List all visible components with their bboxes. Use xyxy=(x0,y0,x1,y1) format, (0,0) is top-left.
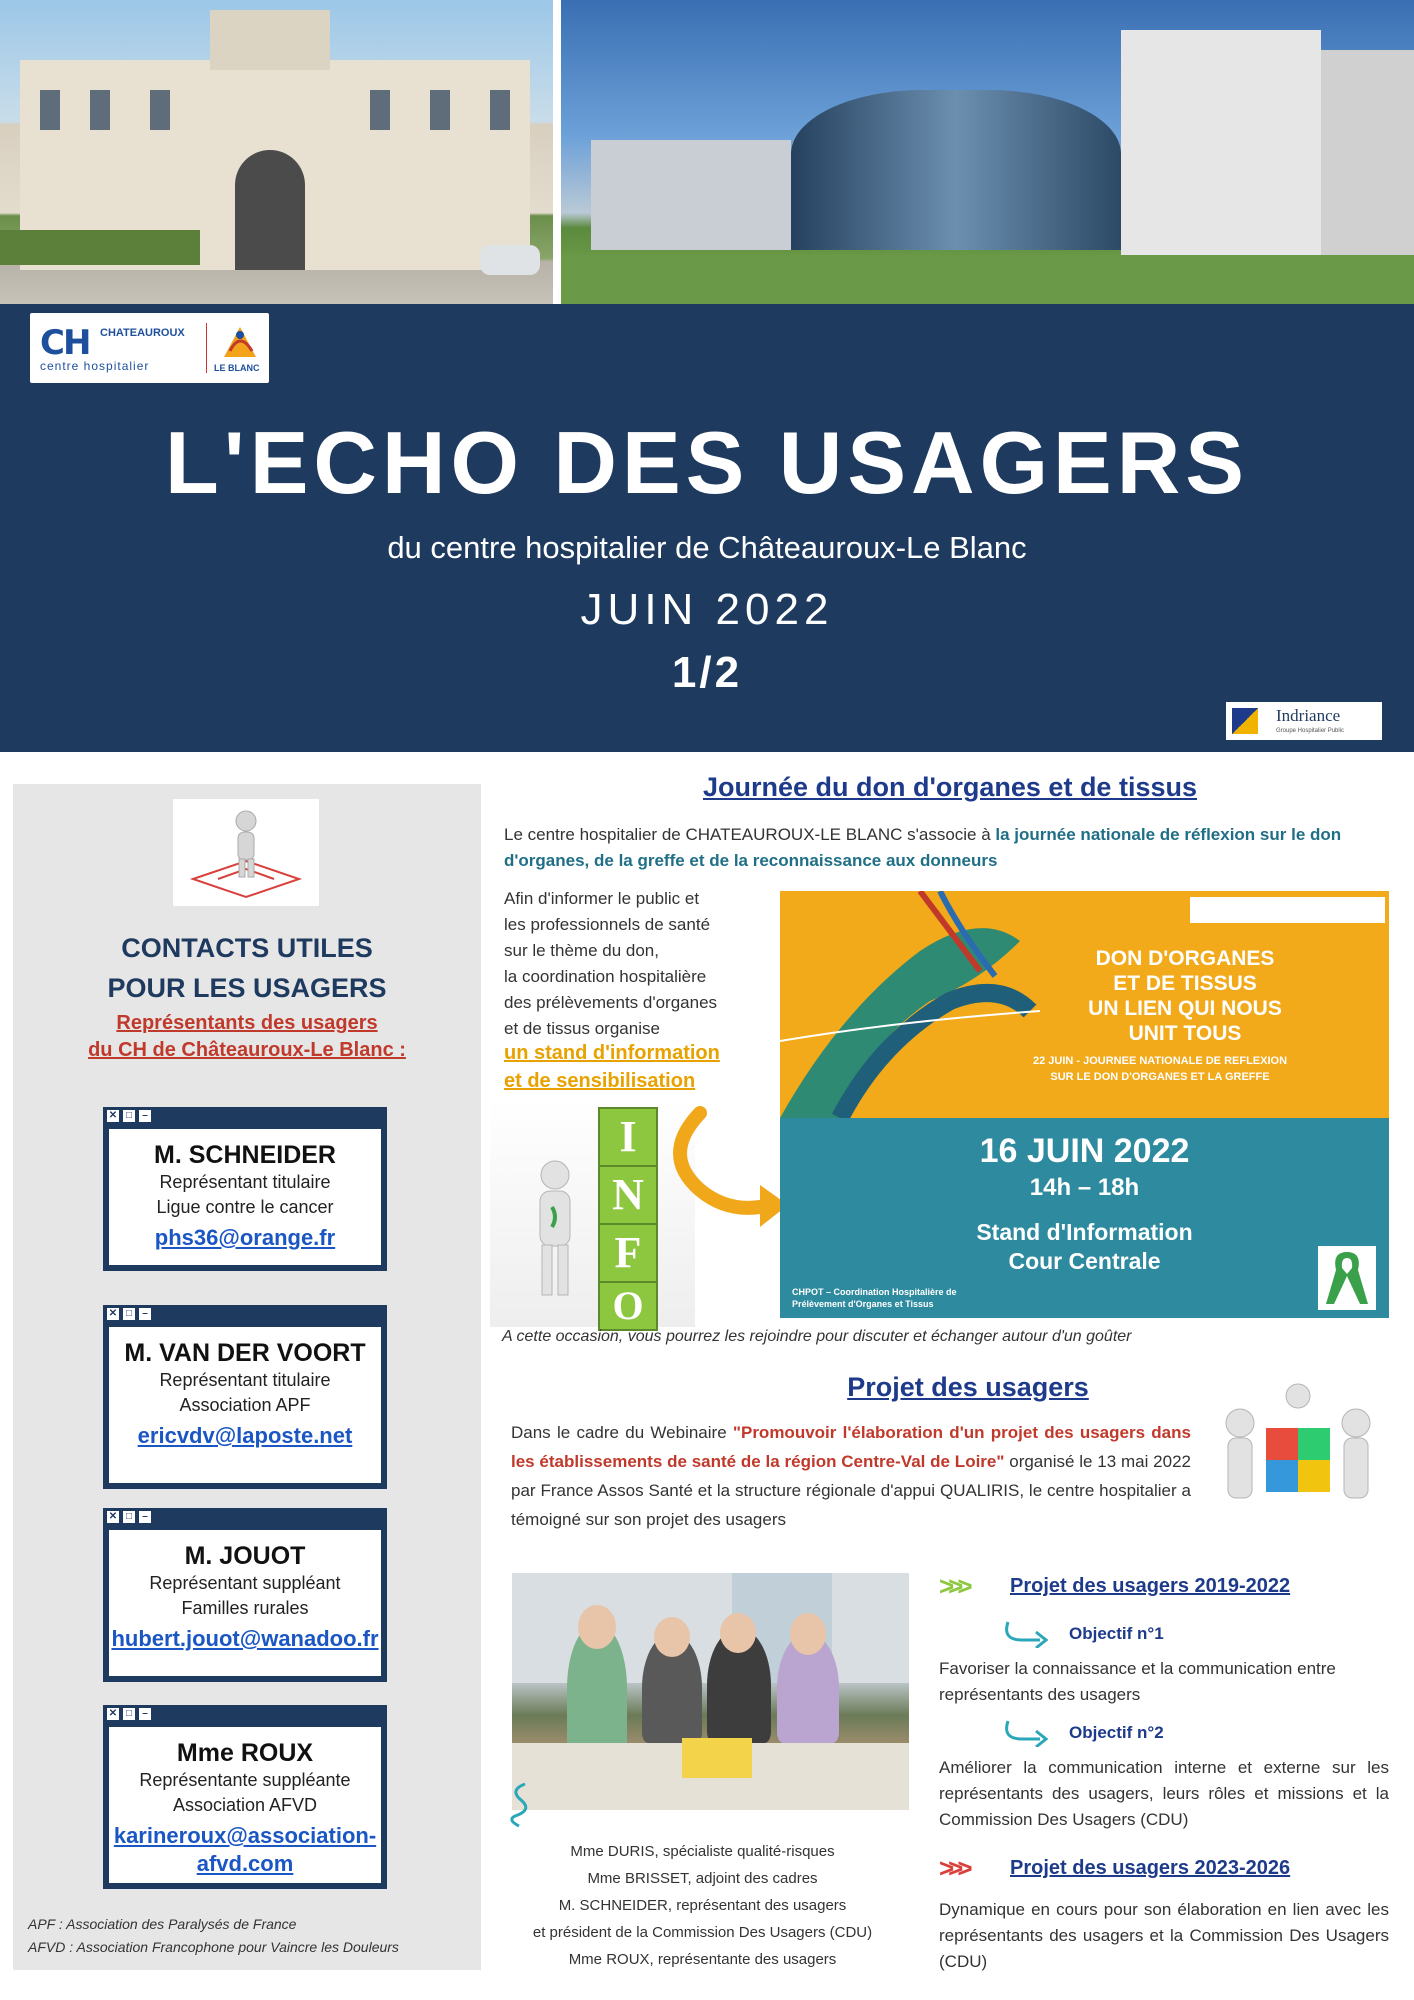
info-letter-block: F xyxy=(598,1223,658,1283)
poster-subtitle xyxy=(950,1053,1370,1085)
ch-logo-name: CHATEAUROUX xyxy=(100,327,185,339)
meeting-photo xyxy=(512,1573,909,1810)
maximize-icon: □ xyxy=(123,1110,135,1122)
plan-2023-2026-title: Projet des usagers 2023-2026 xyxy=(1010,1857,1291,1879)
body-line: la coordination hospitalière xyxy=(504,967,707,986)
contacts-title-line2: POUR LES USAGERS xyxy=(107,973,387,1003)
objective-2-label: Objectif n°2 xyxy=(1069,1723,1164,1742)
body-line: les professionnels de santé xyxy=(504,915,711,934)
poster-title-line: UNIT TOUS xyxy=(1128,1022,1242,1045)
event-poster-bottom xyxy=(780,1118,1389,1318)
decorative-swirl-icon xyxy=(505,1780,535,1830)
close-icon: ✕ xyxy=(108,1308,118,1319)
objective-1-text: Favoriser la connaissance et la communication entre représentants des usagers xyxy=(939,1659,1336,1704)
close-icon: ✕ xyxy=(108,1110,118,1121)
representatives-subtitle-line1: Représentants des usagers xyxy=(116,1012,378,1034)
info-stand-line2: et de sensibilisation xyxy=(504,1070,696,1092)
poster-subtitle-line1: 22 JUIN - JOURNEE NATIONALE DE REFLEXION xyxy=(1032,1055,1288,1067)
curved-arrow-teal-icon xyxy=(1000,1618,1050,1648)
page-number: 1/2 xyxy=(671,648,743,697)
green-chevrons-icon: >>> xyxy=(939,1571,967,1601)
info-letter-block: O xyxy=(598,1281,658,1331)
poster-title-line: UN LIEN QUI NOUS xyxy=(1088,997,1282,1020)
poster-hours: 14h – 18h xyxy=(1029,1174,1140,1201)
contact-email-part1: karineroux@association- xyxy=(113,1823,377,1848)
close-icon: ✕ xyxy=(108,1708,118,1719)
representatives-subtitle-line2: du CH de Châteauroux-Le Blanc : xyxy=(88,1039,406,1061)
contact-card xyxy=(103,1705,387,1889)
contact-email-part2: afvd.com xyxy=(196,1851,294,1876)
contacts-title xyxy=(13,928,481,1008)
minimize-icon: – xyxy=(139,1110,151,1122)
contacts-title-line1: CONTACTS UTILES xyxy=(121,933,373,963)
poster-location-line1: Stand d'Information xyxy=(976,1219,1193,1245)
thinking-figure-icon xyxy=(173,799,319,906)
caption-line: et président de la Commission Des Usagers (CDU) xyxy=(532,1924,873,1941)
contact-card xyxy=(103,1107,387,1271)
event-poster-top xyxy=(780,891,1389,1118)
body-line: et de tissus organise xyxy=(504,1019,660,1038)
caption-line: Mme ROUX, représentante des usagers xyxy=(568,1951,837,1968)
organ-donation-heading: Journée du don d'organes et de tissus xyxy=(702,772,1197,802)
poster-footer xyxy=(792,1286,957,1310)
hospital-photo-modern-building xyxy=(561,0,1414,304)
contact-role: Représentante suppléante xyxy=(139,1770,351,1790)
info-letter-block: I xyxy=(598,1107,658,1167)
contact-name: M. SCHNEIDER xyxy=(154,1141,336,1169)
minimize-icon: – xyxy=(139,1708,151,1720)
contact-email-link[interactable]: ericvdv@laposte.net xyxy=(137,1423,353,1448)
le-blanc-logo-icon xyxy=(220,321,260,361)
organ-donation-caption: A cette occasion, vous pourrez les rejoindre pour discuter et échanger autour d'un goûter xyxy=(502,1328,1132,1345)
maximize-icon: □ xyxy=(123,1308,135,1320)
poster-location-line2: Cour Centrale xyxy=(1008,1248,1161,1274)
poster-date: 16 JUIN 2022 xyxy=(979,1132,1190,1170)
poster-footer-line1: CHPOT – Coordination Hospitalière de xyxy=(792,1287,957,1297)
organ-donation-intro xyxy=(504,822,1384,874)
contact-card xyxy=(103,1305,387,1489)
contact-email-link[interactable]: hubert.jouot@wanadoo.fr xyxy=(111,1626,379,1651)
ch-logo-subtitle: centre hospitalier xyxy=(40,359,150,373)
curved-arrow-icon xyxy=(660,1105,790,1235)
caption-line: Mme BRISSET, adjoint des cadres xyxy=(587,1870,818,1887)
window-controls xyxy=(107,1308,155,1322)
hospital-logo xyxy=(30,313,269,383)
indriance-name: Indriance xyxy=(1276,706,1341,725)
plan-2019-2022-title: Projet des usagers 2019-2022 xyxy=(1010,1575,1291,1597)
info-stand-label xyxy=(504,1039,720,1095)
contact-role: Représentant suppléant xyxy=(149,1573,341,1593)
intro-highlight-text: la journée nationale de réflexion sur le don d'organes, de la greffe et de la reconnaissance aux donneurs xyxy=(504,825,1342,870)
body-line: sur le thème du don, xyxy=(504,941,659,960)
issue-date: JUIN 2022 xyxy=(580,585,834,634)
hospital-photo-chateauroux xyxy=(0,0,553,304)
poster-footer-line2: Prélèvement d'Organes et Tissus xyxy=(792,1299,934,1309)
objective-1-label: Objectif n°1 xyxy=(1069,1624,1164,1643)
contact-email-link[interactable] xyxy=(109,1822,381,1878)
minimize-icon: – xyxy=(139,1308,151,1320)
contact-organization: Association AFVD xyxy=(172,1795,318,1815)
poster-title xyxy=(995,946,1375,1046)
close-icon: ✕ xyxy=(108,1511,118,1522)
minimize-icon: – xyxy=(139,1511,151,1523)
person-figure-icon xyxy=(520,1157,590,1307)
contact-role: Représentant titulaire xyxy=(159,1370,331,1390)
contact-name: M. JOUOT xyxy=(184,1542,306,1570)
footnote-apf: APF : Association des Paralysés de France xyxy=(28,1916,297,1932)
organ-donation-body xyxy=(504,886,756,1042)
user-project-heading: Projet des usagers xyxy=(847,1372,1089,1402)
body-line: Afin d'informer le public et xyxy=(504,889,700,908)
user-project-paragraph xyxy=(511,1418,1191,1534)
objective-2-text: Améliorer la communication interne et externe sur les représentants des usagers, leurs rôles et missions et la Commission Des Usagers (CDU) xyxy=(939,1758,1389,1829)
representatives-subtitle xyxy=(13,1010,481,1064)
contact-email-link[interactable]: phs36@orange.fr xyxy=(154,1225,336,1250)
poster-title-line: ET DE TISSUS xyxy=(1113,972,1257,995)
contact-name: Mme ROUX xyxy=(176,1739,314,1767)
window-controls xyxy=(107,1110,155,1124)
newsletter-title: L'ECHO DES USAGERS xyxy=(165,413,1249,512)
contact-name: M. VAN DER VOORT xyxy=(124,1339,366,1367)
maximize-icon: □ xyxy=(123,1511,135,1523)
poster-location xyxy=(780,1218,1389,1276)
poster-subtitle-line2: SUR LE DON D'ORGANES ET LA GREFFE xyxy=(1050,1071,1270,1083)
curved-arrow-teal-icon xyxy=(1000,1717,1050,1747)
indriance-tagline: Groupe Hospitalier Public xyxy=(1276,728,1345,734)
window-controls xyxy=(107,1708,155,1722)
window-controls xyxy=(107,1511,155,1525)
red-chevrons-icon: >>> xyxy=(939,1853,967,1883)
paragraph-intro: Dans le cadre du Webinaire xyxy=(511,1423,733,1442)
paragraph-rest: organisé le 13 mai 2022 par France Assos Santé et la structure régionale d'appui QUALIRIS, le centre hospitalier a témoigné sur son projet des usagers xyxy=(511,1452,1192,1529)
indriance-logo-icon xyxy=(1232,708,1258,734)
info-stand-line1: un stand d'information xyxy=(504,1042,720,1064)
meeting-photo-caption xyxy=(505,1838,900,1973)
contact-organization: Association APF xyxy=(179,1395,311,1415)
newsletter-subtitle: du centre hospitalier de Châteauroux-Le Blanc xyxy=(387,530,1027,565)
poster-title-line: DON D'ORGANES xyxy=(1095,947,1275,970)
le-blanc-logo-text: LE BLANC xyxy=(214,363,260,373)
caption-line: M. SCHNEIDER, représentant des usagers xyxy=(558,1897,847,1914)
poster-partner-logos xyxy=(1190,897,1385,923)
contact-organization: Ligue contre le cancer xyxy=(156,1197,334,1217)
intro-plain-text: Le centre hospitalier de CHATEAUROUX-LE BLANC s'associe à xyxy=(504,825,996,844)
ch-logo-mark: CH xyxy=(40,323,90,363)
contact-card xyxy=(103,1508,387,1682)
contact-organization: Familles rurales xyxy=(181,1598,309,1618)
indriance-logo xyxy=(1226,702,1382,740)
green-ribbon-icon xyxy=(1318,1246,1376,1310)
puzzle-team-illustration xyxy=(1210,1378,1386,1528)
maximize-icon: □ xyxy=(123,1708,135,1720)
footnote-afvd: AFVD : Association Francophone pour Vaincre les Douleurs xyxy=(28,1939,399,1955)
contact-role: Représentant titulaire xyxy=(159,1172,331,1192)
info-letter-block: N xyxy=(598,1165,658,1225)
caption-line: Mme DURIS, spécialiste qualité-risques xyxy=(570,1843,835,1860)
webinar-title: "Promouvoir l'élaboration d'un projet des usagers dans les établissements de santé de la région Centre-Val de Loire" xyxy=(511,1423,1191,1471)
logo-divider xyxy=(206,323,207,373)
body-line: des prélèvements d'organes xyxy=(504,993,718,1012)
plan-2023-2026-text: Dynamique en cours pour son élaboration en lien avec les représentants des usagers et la Commission Des Usagers (CDU) xyxy=(939,1900,1389,1971)
